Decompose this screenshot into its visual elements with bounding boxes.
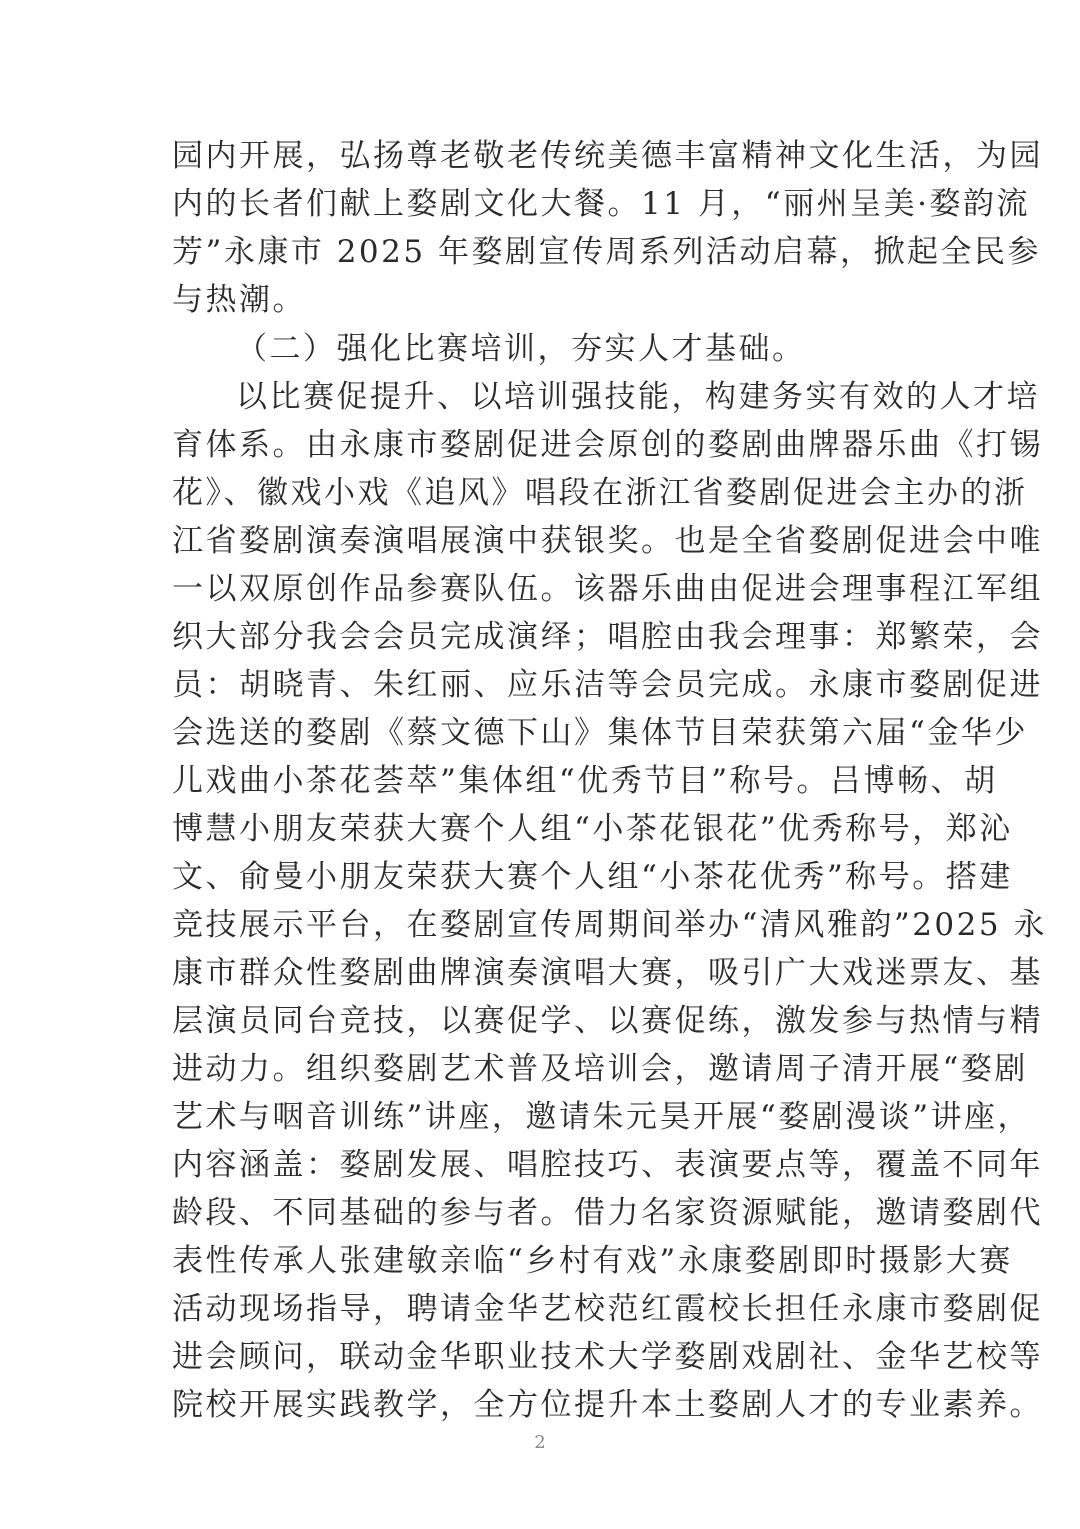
text-line: 院校开展实践教学，全方位提升本土婺剧人才的专业素养。 — [172, 1387, 1043, 1423]
text-line: 与热潮。 — [172, 282, 306, 318]
text-line: 江省婺剧演奏演唱展演中获银奖。也是全省婺剧促进会中唯 — [172, 523, 1043, 559]
text-line: 博慧小朋友荣获大赛个人组“小茶花银花”优秀称号，郑沁 — [172, 811, 1013, 847]
text-line: 龄段、不同基础的参与者。借力名家资源赋能，邀请婺剧代 — [172, 1195, 1043, 1231]
text-line: 园内开展，弘扬尊老敬老传统美德丰富精神文化生活，为园 — [172, 138, 1043, 174]
text-line: 一以双原创作品参赛队伍。该器乐曲由促进会理事程江军组 — [172, 571, 1043, 607]
text-line: 芳”永康市 2025 年婺剧宣传周系列活动启幕，掀起全民参 — [172, 234, 1041, 270]
text-line: 织大部分我会会员完成演绎；唱腔由我会理事：郑繁荣，会 — [172, 619, 1043, 655]
text-line: 内的长者们献上婺剧文化大餐。11 月，“丽州呈美·婺韵流 — [172, 186, 1030, 222]
page-number: 2 — [534, 1432, 546, 1453]
text-line: 会选送的婺剧《蔡文德下山》集体节目荣获第六届“金华少 — [172, 715, 1028, 751]
text-line: 内容涵盖：婺剧发展、唱腔技巧、表演要点等，覆盖不同年 — [172, 1147, 1043, 1183]
text-line: 表性传承人张建敏亲临“乡村有戏”永康婺剧即时摄影大赛 — [172, 1243, 1013, 1279]
text-line: 艺术与咽音训练”讲座，邀请朱元昊开展“婺剧漫谈”讲座， — [172, 1099, 1032, 1135]
text-line: 文、俞曼小朋友荣获大赛个人组“小茶花优秀”称号。搭建 — [172, 859, 1013, 895]
section-heading: （二）强化比赛培训，夯实人才基础。 — [236, 331, 806, 367]
text-line: 进会顾问，联动金华职业技术大学婺剧戏剧社、金华艺校等 — [172, 1339, 1043, 1375]
text-line: 员：胡晓青、朱红丽、应乐洁等会员完成。永康市婺剧促进 — [172, 667, 1043, 703]
text-line: 育体系。由永康市婺剧促进会原创的婺剧曲牌器乐曲《打锡 — [172, 427, 1043, 463]
text-line: 以比赛促提升、以培训强技能，构建务实有效的人才培 — [236, 379, 1040, 415]
text-line: 进动力。组织婺剧艺术普及培训会，邀请周子清开展“婺剧 — [172, 1051, 1028, 1087]
text-line: 层演员同台竞技，以赛促学、以赛促练，激发参与热情与精 — [172, 1003, 1043, 1039]
text-line: 康市群众性婺剧曲牌演奏演唱大赛，吸引广大戏迷票友、基 — [172, 955, 1043, 991]
text-line: 花》、徽戏小戏《追风》唱段在浙江省婺剧促进会主办的浙 — [172, 475, 1028, 511]
text-line: 竞技展示平台，在婺剧宣传周期间举办“清风雅韵”2025 永 — [172, 907, 1047, 943]
text-line: 儿戏曲小茶花荟萃”集体组“优秀节目”称号。吕博畅、胡 — [172, 763, 998, 799]
text-line: 活动现场指导，聘请金华艺校范红霞校长担任永康市婺剧促 — [172, 1291, 1043, 1327]
